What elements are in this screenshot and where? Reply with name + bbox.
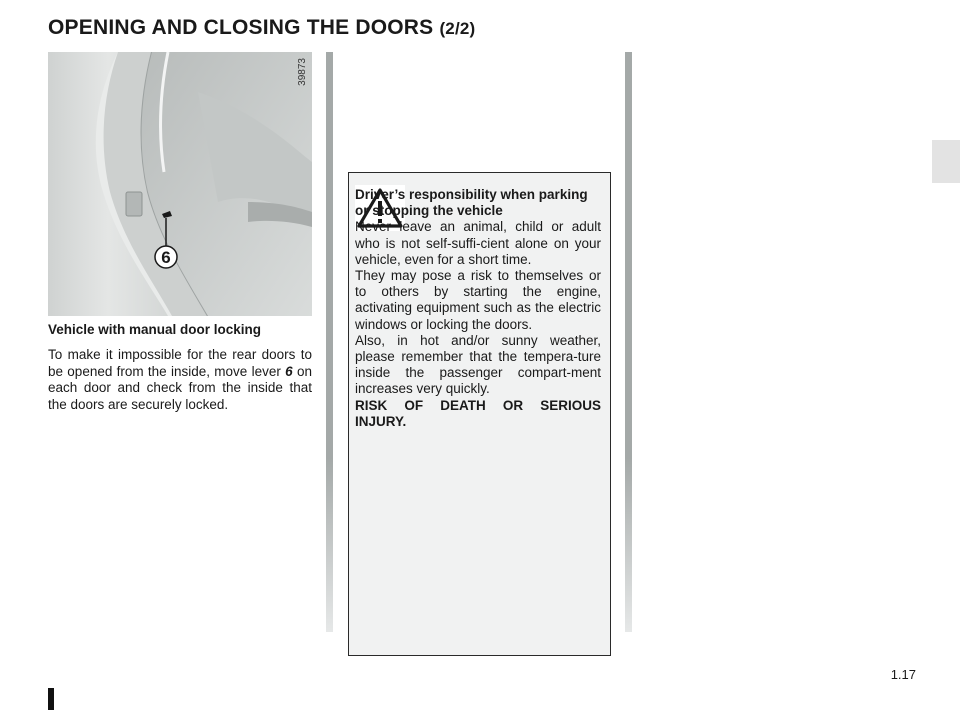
corner-mark bbox=[48, 688, 54, 710]
warning-final: RISK OF DEATH OR SERIOUS INJURY. bbox=[355, 397, 601, 429]
callout-6-label: 6 bbox=[161, 248, 171, 267]
page-title-text: OPENING AND CLOSING THE DOORS bbox=[48, 16, 434, 39]
lever-reference: 6 bbox=[285, 363, 293, 379]
page-number: 1.17 bbox=[890, 667, 916, 682]
warning-box bbox=[348, 172, 611, 656]
figure-code: 39873 bbox=[297, 58, 308, 86]
warning-text bbox=[355, 187, 601, 430]
section-heading: Vehicle with manual door locking bbox=[48, 322, 262, 337]
warning-paragraph-2: They may pose a risk to themselves or to others by starting the engine, activating equipment such as the electric windows or locking the doors. bbox=[355, 268, 601, 332]
door-illustration bbox=[48, 52, 312, 316]
warning-paragraph-3: Also, in hot and/or sunny weather, please remember that the tempera-ture inside the passenger compart-ment increases very quickly. bbox=[355, 332, 601, 397]
page-title-part: (2/2) bbox=[439, 19, 476, 38]
chapter-tab bbox=[932, 140, 960, 183]
door-lever-drawing bbox=[48, 52, 312, 316]
warning-paragraph-1: Never leave an animal, child or adult who is not self-suffi-cient alone on your vehicle, even for a short time. bbox=[355, 219, 601, 267]
warning-title: Driver’s responsibility when parking or stopping the vehicle bbox=[355, 187, 588, 219]
page-title bbox=[48, 16, 475, 40]
body-text-part-2: on each door and check from the inside that the doors are securely locked. bbox=[48, 363, 312, 412]
column-divider-right bbox=[625, 52, 632, 632]
column-divider-left bbox=[326, 52, 333, 632]
body-text-part-1: To make it impossible for the rear doors to be opened from the inside, move lever bbox=[48, 347, 312, 379]
section-body bbox=[48, 347, 312, 413]
